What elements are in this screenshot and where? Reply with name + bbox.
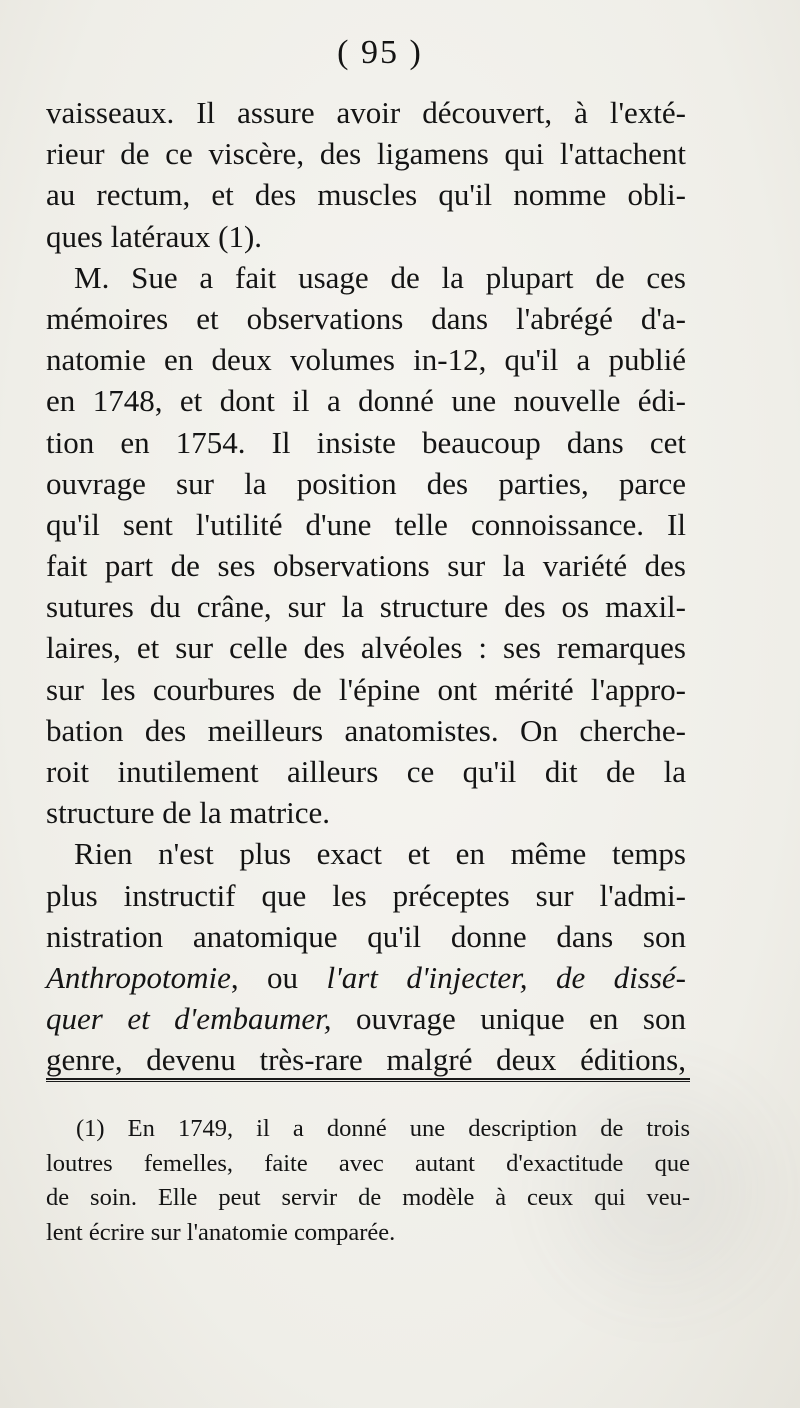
text-line: M. Sue a fait usage de la plupart de ces xyxy=(74,259,686,295)
book-subtitle-part-2: quer et d'embaumer, xyxy=(46,1001,332,1037)
text-fragment: , ou xyxy=(230,959,327,995)
text-line: genre, devenu très-rare malgré deux éditions, xyxy=(46,1042,686,1078)
paragraph-3 xyxy=(46,833,686,1080)
footnote-separator-rule xyxy=(46,1078,690,1082)
text-line: laires, et sur celle des alvéoles : ses remarques xyxy=(46,630,686,666)
text-line: au rectum, et des muscles qu'il nomme obli- xyxy=(46,177,686,213)
text-line: rieur de ce viscère, des ligamens qui l'attachent xyxy=(46,136,686,172)
text-line: fait part de ses observations sur la variété des xyxy=(46,548,686,584)
book-title-anthropotomie: Anthropotomie xyxy=(46,959,231,995)
text-line: sur les courbures de l'épine ont mérité l'appro- xyxy=(46,671,686,707)
text-line: vaisseaux. Il assure avoir découvert, à l'exté- xyxy=(46,95,686,130)
paragraph-2 xyxy=(46,257,686,834)
text-line: en 1748, et dont il a donné une nouvelle édi- xyxy=(46,383,686,419)
text-line: bation des meilleurs anatomistes. On cherche- xyxy=(46,712,686,748)
text-line: plus instructif que les préceptes sur l'admi- xyxy=(46,877,686,913)
text-line: ques latéraux (1). xyxy=(46,218,263,254)
body-text xyxy=(46,92,686,1081)
text-line: ouvrage sur la position des parties, parce xyxy=(46,465,686,501)
text-fragment: ouvrage unique en son xyxy=(331,1001,686,1037)
book-subtitle-part-1: l'art d'injecter, de dissé- xyxy=(326,959,686,995)
text-line-with-title xyxy=(46,957,686,998)
text-line: mémoires et observations dans l'abrégé d'a- xyxy=(46,300,686,336)
text-line: Rien n'est plus exact et en même temps xyxy=(74,836,686,872)
text-line: sutures du crâne, sur la structure des os maxil- xyxy=(46,589,686,625)
text-line: tion en 1754. Il insiste beaucoup dans cet xyxy=(46,424,686,460)
paragraph-1 xyxy=(46,92,686,257)
footnote-line: loutres femelles, faite avec autant d'exactitude que xyxy=(46,1149,690,1177)
text-line: nistration anatomique qu'il donne dans son xyxy=(46,918,686,954)
text-line-with-title xyxy=(46,998,686,1039)
page-number: ( 95 ) xyxy=(337,34,423,71)
text-line: natomie en deux volumes in-12, qu'il a publié xyxy=(46,342,686,378)
text-line: structure de la matrice. xyxy=(46,795,331,831)
footnote-line: de soin. Elle peut servir de modèle à ceux qui veu- xyxy=(46,1184,690,1211)
footnote-line: (1) En 1749, il a donné une description de trois xyxy=(76,1115,690,1142)
text-line: roit inutilement ailleurs ce qu'il dit de la xyxy=(46,754,686,789)
show-through-stain xyxy=(560,1090,760,1290)
footnote-line: lent écrire sur l'anatomie comparée. xyxy=(46,1218,396,1246)
text-line: qu'il sent l'utilité d'une telle connoissance. Il xyxy=(46,506,686,542)
